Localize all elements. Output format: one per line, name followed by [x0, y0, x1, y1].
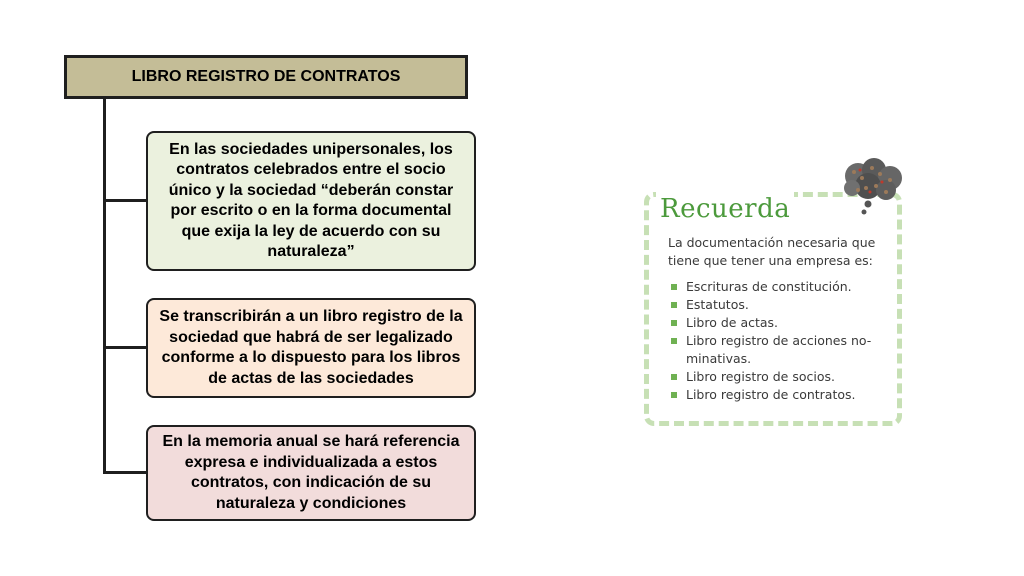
recuerda-title: Recuerda — [656, 192, 794, 226]
connector-vertical — [103, 99, 106, 474]
list-item: Estatutos. — [668, 296, 882, 314]
recuerda-intro: La documentación necesaria que tiene que tener una empresa es: — [668, 235, 876, 268]
recuerda-list — [668, 278, 882, 404]
list-item: Escrituras de constitución. — [668, 278, 882, 296]
list-item: Libro registro de acciones no-minativas. — [668, 332, 882, 368]
diagram-title: LIBRO REGISTRO DE CONTRATOS — [64, 55, 468, 99]
diagram-box-3-text: En la memoria anual se hará referencia expresa e individualizada a estos contratos, con indicación de su naturaleza y condiciones — [162, 433, 460, 512]
list-item: Libro de actas. — [668, 314, 882, 332]
connector-box-3 — [103, 471, 146, 474]
diagram-box-1 — [146, 131, 476, 271]
diagram-box-2-text: Se transcribirán a un libro registro de la sociedad que habrá de ser legalizado conforme a lo dispuesto para los libros de actas de las sociedades — [159, 308, 463, 387]
list-item: Libro registro de contratos. — [668, 386, 882, 404]
diagram-box-2 — [146, 298, 476, 398]
diagram-box-1-text: En las sociedades unipersonales, los contratos celebrados entre el socio único y la sociedad “deberán constar por escrito o en la forma documental que exija la ley de acuerdo con su naturaleza” — [168, 140, 454, 260]
connector-box-2 — [103, 346, 146, 349]
crowd-thought-bubble-icon — [838, 158, 906, 220]
connector-box-1 — [103, 199, 146, 202]
list-item: Libro registro de socios. — [668, 368, 882, 386]
diagram-box-3 — [146, 425, 476, 521]
